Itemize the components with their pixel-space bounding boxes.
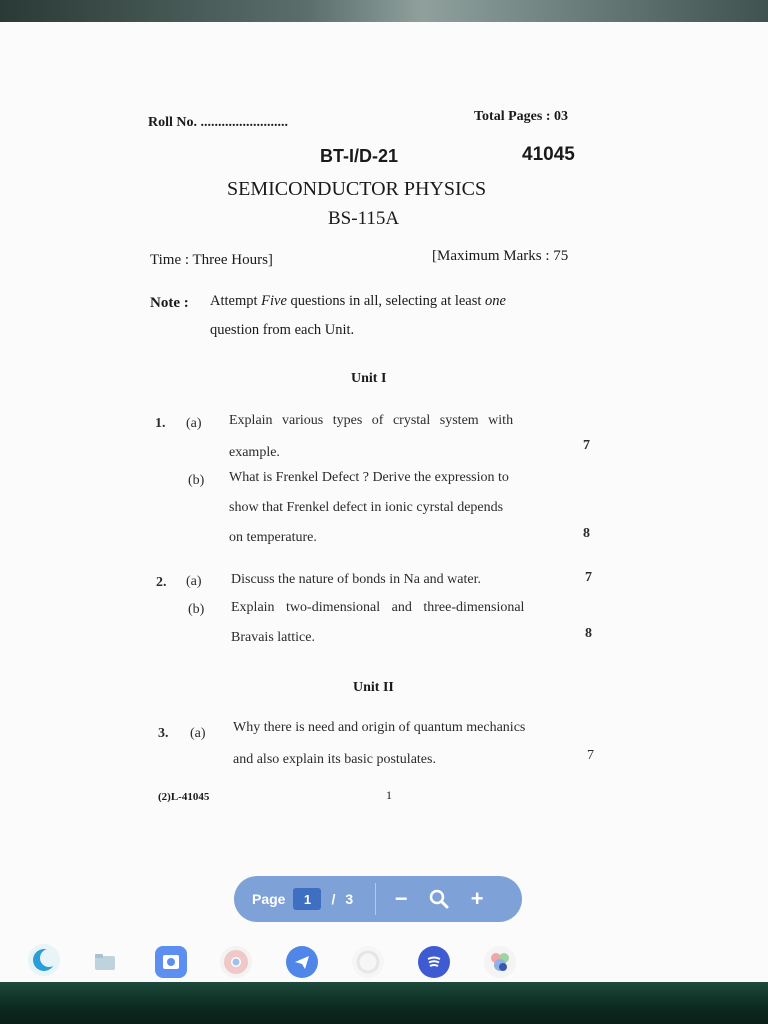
question-2a-label: (a) bbox=[186, 574, 202, 589]
question-1a-text-2: example. bbox=[229, 445, 280, 460]
question-3a-text-2: and also explain its basic postulates. bbox=[233, 752, 436, 767]
current-page-input[interactable]: 1 bbox=[293, 888, 321, 910]
note-text-a: Attempt bbox=[210, 293, 262, 309]
crescent-icon bbox=[31, 947, 57, 973]
page-label: Page bbox=[252, 891, 286, 907]
subject-title: SEMICONDUCTOR PHYSICS bbox=[227, 178, 487, 200]
question-3a-text-1: Why there is need and origin of quantum mechanics bbox=[233, 720, 526, 735]
question-2a-marks: 7 bbox=[585, 570, 592, 585]
phone-app-icon[interactable] bbox=[28, 944, 60, 976]
note-emphasis-one: one bbox=[485, 293, 506, 309]
question-1b-text-2: show that Frenkel defect in ionic cyrstal depends bbox=[229, 500, 504, 515]
note-text-b: questions in all, selecting at least bbox=[286, 293, 486, 309]
browser-icon bbox=[223, 949, 249, 975]
note-emphasis-five: Five bbox=[261, 293, 287, 309]
question-3-number: 3. bbox=[158, 726, 169, 741]
total-pages-count: 3 bbox=[345, 891, 354, 907]
settings-app-icon[interactable] bbox=[484, 946, 516, 978]
question-1a-text-1: Explain various types of crystal system with bbox=[229, 413, 514, 428]
unit-2-title: Unit II bbox=[353, 680, 394, 695]
files-app-icon[interactable] bbox=[92, 950, 118, 974]
pdf-page-toolbar bbox=[234, 876, 522, 922]
zoom-reset-button[interactable] bbox=[420, 880, 458, 918]
music-app-icon[interactable] bbox=[418, 946, 450, 978]
question-2a-text-1: Discuss the nature of bonds in Na and water. bbox=[231, 572, 481, 587]
note-line-2: question from each Unit. bbox=[210, 322, 355, 338]
question-1b-marks: 8 bbox=[583, 526, 590, 541]
question-1b-label: (b) bbox=[188, 473, 205, 488]
photo-icon bbox=[161, 952, 181, 972]
sound-waves-icon bbox=[424, 952, 444, 972]
question-2b-text-1: Explain two-dimensional and three-dimensional bbox=[231, 600, 525, 615]
footer-page-number: 1 bbox=[386, 788, 392, 802]
zoom-in-button[interactable]: + bbox=[470, 886, 484, 911]
note-line-1 bbox=[210, 293, 506, 310]
ring-icon bbox=[356, 950, 380, 974]
total-pages: Total Pages : 03 bbox=[474, 109, 568, 124]
folder-icon bbox=[94, 953, 116, 971]
footer-code: (2)L-41045 bbox=[158, 791, 210, 803]
paper-code: 41045 bbox=[522, 144, 575, 165]
question-2b-marks: 8 bbox=[585, 626, 592, 641]
question-3a-marks: 7 bbox=[587, 748, 594, 763]
question-1b-text-1: What is Frenkel Defect ? Derive the expression to bbox=[229, 470, 509, 485]
toolbar-divider bbox=[375, 883, 376, 915]
app-dock bbox=[0, 942, 768, 982]
question-1b-text-3: on temperature. bbox=[229, 530, 317, 545]
exam-code: BT-I/D-21 bbox=[320, 146, 399, 166]
chrome-app-icon[interactable] bbox=[220, 946, 252, 978]
zoom-magnifier-icon bbox=[429, 889, 449, 909]
question-1a-label: (a) bbox=[186, 416, 202, 431]
paper-plane-icon bbox=[293, 953, 311, 971]
contacts-app-icon[interactable] bbox=[352, 946, 384, 978]
question-3a-label: (a) bbox=[190, 726, 206, 741]
question-1a-marks: 7 bbox=[583, 438, 590, 453]
question-2-number: 2. bbox=[156, 575, 167, 590]
zoom-out-button[interactable]: − bbox=[394, 886, 408, 911]
question-2b-label: (b) bbox=[188, 602, 205, 617]
telegram-app-icon[interactable] bbox=[286, 946, 318, 978]
time-label: Time : Three Hours] bbox=[150, 252, 273, 268]
gallery-app-icon[interactable] bbox=[155, 946, 187, 978]
question-2b-text-2: Bravais lattice. bbox=[231, 630, 315, 645]
question-1-number: 1. bbox=[155, 416, 166, 431]
note-label: Note : bbox=[150, 295, 189, 311]
max-marks: [Maximum Marks : 75 bbox=[432, 248, 569, 264]
course-code: BS-115A bbox=[328, 208, 400, 229]
roll-no: Roll No. ......................... bbox=[148, 115, 288, 130]
unit-1-title: Unit I bbox=[351, 371, 387, 386]
multicolor-settings-icon bbox=[487, 949, 513, 975]
page-separator: / bbox=[331, 891, 336, 907]
